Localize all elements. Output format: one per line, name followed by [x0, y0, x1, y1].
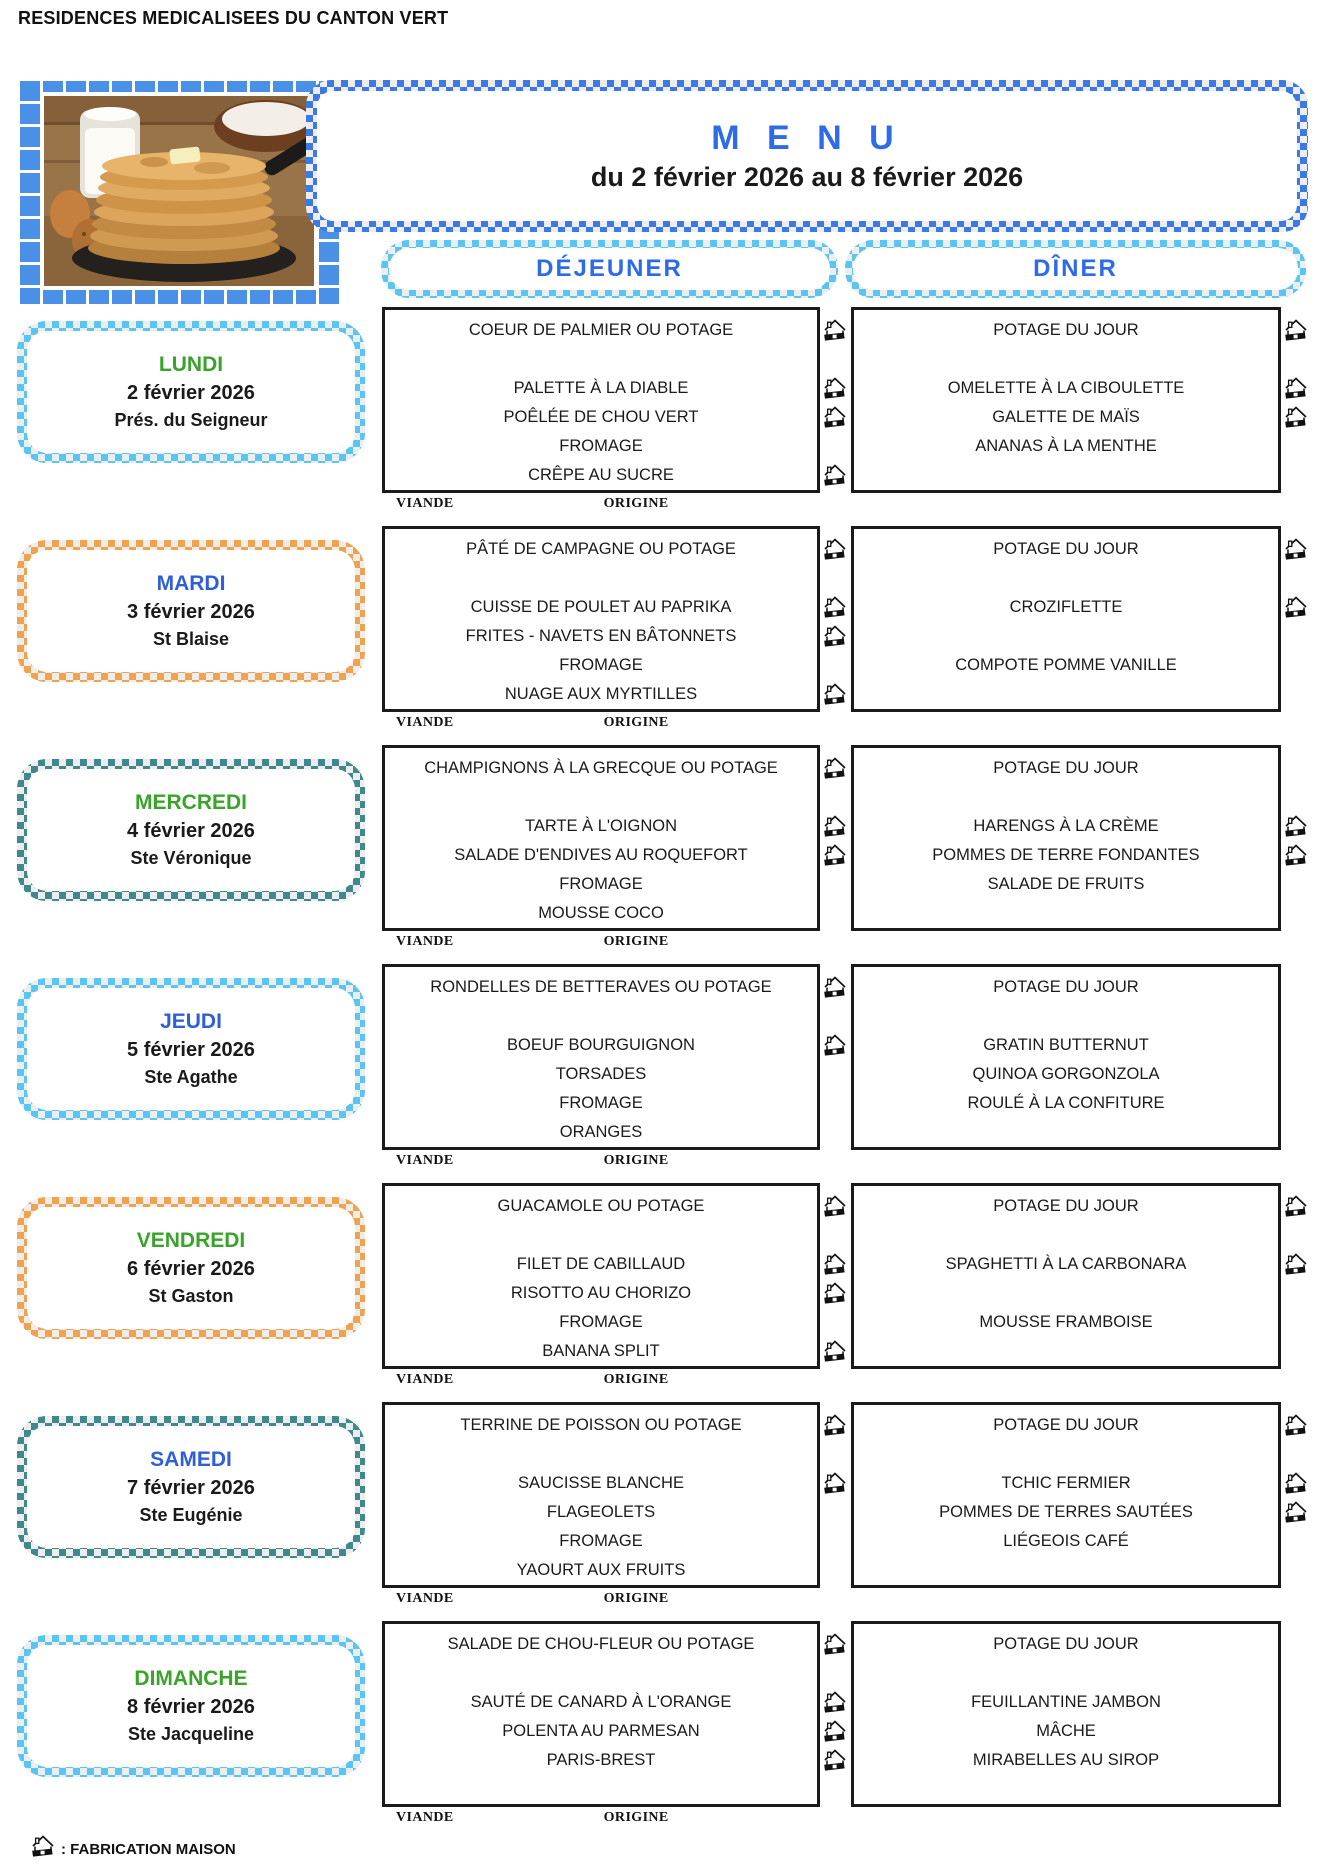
day-card	[17, 540, 365, 682]
fabrication-maison-icon	[1281, 374, 1313, 403]
viande-label: VIANDE	[396, 1153, 454, 1168]
dejeuner-header-label: DÉJEUNER	[389, 248, 830, 290]
menu-item: CUISSE DE POULET AU PAPRIKA	[470, 598, 732, 616]
fabrication-maison-icon	[1281, 1498, 1313, 1527]
menu-item: POTAGE DU JOUR	[993, 759, 1139, 777]
fabrication-maison-icon	[820, 973, 851, 1002]
menu-item: COMPOTE POMME VANILLE	[955, 656, 1177, 674]
organization-title: RESIDENCES MEDICALISEES DU CANTON VERT	[18, 8, 449, 28]
icon-slot-empty	[1281, 1659, 1313, 1688]
icon-slot-empty	[1281, 1630, 1313, 1659]
menu-item: SAUCISSE BLANCHE	[518, 1474, 684, 1492]
menu-item-blank	[858, 1440, 1274, 1469]
day-date: 8 février 2026	[127, 1696, 255, 1718]
menu-item-blank	[858, 1659, 1274, 1688]
menu-item: POMMES DE TERRE FONDANTES	[932, 846, 1200, 864]
diner-maison-icon-column	[1281, 1621, 1313, 1804]
viande-origine-row	[382, 934, 820, 950]
icon-slot-empty	[1281, 1746, 1313, 1775]
menu-item-blank	[389, 1002, 813, 1031]
dejeuner-maison-icon-column	[820, 526, 851, 709]
day-card	[17, 321, 365, 463]
icon-slot-empty	[820, 1440, 851, 1469]
origine-label: ORIGINE	[603, 715, 669, 730]
day-name: JEUDI	[160, 1010, 222, 1033]
origine-label: ORIGINE	[603, 934, 669, 949]
menu-item: RISOTTO AU CHORIZO	[510, 1284, 692, 1302]
diner-header-label: DÎNER	[853, 248, 1298, 290]
menu-item-blank	[858, 622, 1274, 651]
menu-item: SALADE DE CHOU-FLEUR OU POTAGE	[447, 1635, 755, 1653]
fabrication-maison-icon	[820, 593, 851, 622]
menu-item: CROZIFLETTE	[1009, 598, 1123, 616]
dejeuner-menu-box	[382, 1402, 820, 1588]
fabrication-maison-icon	[820, 812, 851, 841]
viande-label: VIANDE	[396, 496, 454, 511]
fabrication-maison-icon	[1281, 1411, 1313, 1440]
menu-item: POTAGE DU JOUR	[993, 1416, 1139, 1434]
fabrication-maison-icon	[30, 1834, 54, 1864]
day-date: 7 février 2026	[127, 1477, 255, 1499]
dejeuner-maison-icon-column	[820, 307, 851, 490]
icon-slot-empty	[820, 1308, 851, 1337]
day-card	[17, 1635, 365, 1777]
menu-item: LIÉGEOIS CAFÉ	[1003, 1532, 1129, 1550]
menu-item-blank	[389, 1775, 813, 1804]
menu-item: FILET DE CABILLAUD	[516, 1255, 686, 1273]
menu-item: GALETTE DE MAÏS	[992, 408, 1140, 426]
menu-item: PÂTÉ DE CAMPAGNE OU POTAGE	[466, 540, 736, 558]
menu-item: MIRABELLES AU SIROP	[972, 1751, 1160, 1769]
fabrication-maison-icon	[820, 1411, 851, 1440]
fabrication-maison-icon	[820, 1031, 851, 1060]
menu-item: COEUR DE PALMIER OU POTAGE	[468, 321, 734, 339]
fabrication-maison-icon	[1281, 841, 1313, 870]
icon-slot-empty	[820, 345, 851, 374]
origine-label: ORIGINE	[603, 1810, 669, 1825]
icon-slot-empty	[1281, 1337, 1313, 1366]
day-name: LUNDI	[158, 353, 224, 376]
dejeuner-maison-icon-column	[820, 1621, 851, 1804]
fabrication-maison-icon	[820, 1746, 851, 1775]
icon-slot-empty	[1281, 1089, 1313, 1118]
icon-slot-empty	[1281, 973, 1313, 1002]
diner-maison-icon-column	[1281, 1183, 1313, 1366]
fabrication-maison-icon	[820, 1469, 851, 1498]
menu-item-blank	[858, 1221, 1274, 1250]
menu-item: FLAGEOLETS	[546, 1503, 656, 1521]
menu-item-blank	[389, 1221, 813, 1250]
menu-item: ORANGES	[559, 1123, 643, 1141]
menu-item: POTAGE DU JOUR	[993, 1635, 1139, 1653]
fabrication-maison-icon	[1281, 1469, 1313, 1498]
diner-menu-box	[851, 745, 1281, 931]
diner-menu-box	[851, 964, 1281, 1150]
viande-label: VIANDE	[396, 1810, 454, 1825]
icon-slot-empty	[1281, 1308, 1313, 1337]
menu-item-blank	[389, 1659, 813, 1688]
icon-slot-empty	[1281, 432, 1313, 461]
menu-item: YAOURT AUX FRUITS	[516, 1561, 686, 1579]
day-name: MERCREDI	[134, 791, 247, 814]
diner-maison-icon-column	[1281, 1402, 1313, 1585]
menu-item: POTAGE DU JOUR	[993, 540, 1139, 558]
fabrication-maison-icon	[1281, 812, 1313, 841]
viande-label: VIANDE	[396, 715, 454, 730]
dejeuner-maison-icon-column	[820, 964, 851, 1147]
fabrication-maison-icon	[820, 841, 851, 870]
menu-item: POMMES DE TERRES SAUTÉES	[939, 1503, 1193, 1521]
icon-slot-empty	[1281, 680, 1313, 709]
fabrication-maison-icon	[820, 1250, 851, 1279]
day-saint: Prés. du Seigneur	[114, 410, 268, 430]
menu-item: POLENTA AU PARMESAN	[502, 1722, 700, 1740]
menu-item: FEUILLANTINE JAMBON	[971, 1693, 1161, 1711]
menu-item: PARIS-BREST	[546, 1751, 656, 1769]
week-rows	[0, 307, 1318, 1840]
viande-origine-row	[382, 715, 820, 731]
menu-item: CHAMPIGNONS À LA GRECQUE OU POTAGE	[424, 759, 778, 777]
menu-item: FRITES - NAVETS EN BÂTONNETS	[465, 627, 737, 645]
day-row	[0, 745, 1318, 964]
day-name: MARDI	[156, 572, 226, 595]
viande-origine-row	[382, 1591, 820, 1607]
icon-slot-empty	[1281, 1527, 1313, 1556]
footer-legend-text: : FABRICATION MAISON	[61, 1840, 236, 1858]
day-card	[17, 1416, 365, 1558]
icon-slot-empty	[1281, 564, 1313, 593]
diner-menu-box	[851, 307, 1281, 493]
day-name: SAMEDI	[150, 1448, 232, 1471]
fabrication-maison-icon	[820, 754, 851, 783]
fabrication-maison-icon	[820, 316, 851, 345]
menu-item: SALADE DE FRUITS	[987, 875, 1145, 893]
menu-item-blank	[858, 1279, 1274, 1308]
menu-item-blank	[389, 783, 813, 812]
menu-item-blank	[389, 564, 813, 593]
menu-item: CRÊPE AU SUCRE	[528, 466, 674, 484]
icon-slot-empty	[1281, 754, 1313, 783]
icon-slot-empty	[820, 564, 851, 593]
menu-item: PALETTE À LA DIABLE	[513, 379, 689, 397]
menu-item: QUINOA GORGONZOLA	[972, 1065, 1160, 1083]
fabrication-maison-icon	[820, 1630, 851, 1659]
dejeuner-menu-box	[382, 1621, 820, 1807]
icon-slot-empty	[820, 1775, 851, 1804]
viande-label: VIANDE	[396, 1372, 454, 1387]
menu-item: RONDELLES DE BETTERAVES OU POTAGE	[430, 978, 772, 996]
menu-item-blank	[858, 1002, 1274, 1031]
menu-item: GRATIN BUTTERNUT	[983, 1036, 1149, 1054]
menu-item: MÂCHE	[1036, 1722, 1096, 1740]
menu-item-blank	[858, 1775, 1274, 1804]
day-saint: Ste Véronique	[130, 848, 252, 868]
menu-item: SPAGHETTI À LA CARBONARA	[945, 1255, 1187, 1273]
icon-slot-empty	[1281, 1556, 1313, 1585]
origine-label: ORIGINE	[603, 1372, 669, 1387]
day-card	[17, 1197, 365, 1339]
menu-item: SALADE D'ENDIVES AU ROQUEFORT	[454, 846, 748, 864]
dejeuner-menu-box	[382, 307, 820, 493]
pancakes-illustration	[44, 96, 314, 286]
icon-slot-empty	[1281, 345, 1313, 374]
menu-item: FROMAGE	[559, 656, 643, 674]
diner-menu-box	[851, 1183, 1281, 1369]
day-name: DIMANCHE	[134, 1667, 248, 1690]
day-date: 2 février 2026	[127, 382, 255, 404]
pancakes-photo-frame	[17, 78, 341, 304]
icon-slot-empty	[820, 1527, 851, 1556]
fabrication-maison-icon	[1281, 535, 1313, 564]
menu-item-blank	[858, 680, 1274, 709]
menu-item-blank	[858, 564, 1274, 593]
fabrication-maison-icon	[1281, 1192, 1313, 1221]
fabrication-maison-icon	[1281, 316, 1313, 345]
fabrication-maison-icon	[820, 1337, 851, 1366]
dejeuner-header	[381, 240, 838, 298]
icon-slot-empty	[820, 432, 851, 461]
dejeuner-maison-icon-column	[820, 1402, 851, 1585]
icon-slot-empty	[1281, 1221, 1313, 1250]
dejeuner-menu-box	[382, 745, 820, 931]
fabrication-maison-icon	[820, 622, 851, 651]
day-date: 6 février 2026	[127, 1258, 255, 1280]
fabrication-maison-icon	[820, 1192, 851, 1221]
dejeuner-menu-box	[382, 526, 820, 712]
menu-item: NUAGE AUX MYRTILLES	[504, 685, 698, 703]
diner-maison-icon-column	[1281, 526, 1313, 709]
origine-label: ORIGINE	[603, 1591, 669, 1606]
dejeuner-maison-icon-column	[820, 745, 851, 928]
menu-item-blank	[858, 345, 1274, 374]
dejeuner-menu-box	[382, 964, 820, 1150]
icon-slot-empty	[1281, 1002, 1313, 1031]
icon-slot-empty	[1281, 1060, 1313, 1089]
pancakes-photo	[40, 92, 318, 290]
diner-menu-box	[851, 1402, 1281, 1588]
menu-item: FROMAGE	[559, 437, 643, 455]
day-row	[0, 307, 1318, 526]
menu-item-blank	[858, 1118, 1274, 1147]
fabrication-maison-icon	[1281, 403, 1313, 432]
viande-origine-row	[382, 1810, 820, 1826]
icon-slot-empty	[820, 1060, 851, 1089]
day-row	[0, 1402, 1318, 1621]
icon-slot-empty	[1281, 899, 1313, 928]
day-date: 5 février 2026	[127, 1039, 255, 1061]
icon-slot-empty	[820, 1118, 851, 1147]
fabrication-maison-icon	[820, 680, 851, 709]
fabrication-maison-icon	[1281, 1250, 1313, 1279]
icon-slot-empty	[820, 783, 851, 812]
fabrication-maison-icon	[820, 461, 851, 490]
menu-item: ROULÉ À LA CONFITURE	[967, 1094, 1165, 1112]
diner-maison-icon-column	[1281, 964, 1313, 1147]
icon-slot-empty	[820, 1498, 851, 1527]
day-saint: Ste Agathe	[144, 1067, 238, 1087]
day-saint: St Blaise	[152, 629, 230, 649]
icon-slot-empty	[1281, 1279, 1313, 1308]
menu-title: M E N U	[711, 119, 903, 157]
fabrication-maison-icon	[820, 1717, 851, 1746]
origine-label: ORIGINE	[603, 496, 669, 511]
icon-slot-empty	[820, 1556, 851, 1585]
menu-item: BANANA SPLIT	[542, 1342, 660, 1360]
day-saint: Ste Jacqueline	[127, 1724, 255, 1744]
diner-menu-box	[851, 526, 1281, 712]
day-row	[0, 964, 1318, 1183]
fabrication-maison-icon	[820, 535, 851, 564]
menu-item: POTAGE DU JOUR	[993, 1197, 1139, 1215]
icon-slot-empty	[820, 1002, 851, 1031]
menu-item: FROMAGE	[559, 1094, 643, 1112]
menu-item: POÊLÉE DE CHOU VERT	[503, 408, 699, 426]
icon-slot-empty	[820, 651, 851, 680]
day-saint: Ste Eugénie	[139, 1505, 243, 1525]
icon-slot-empty	[1281, 1717, 1313, 1746]
diner-header	[845, 240, 1306, 298]
dejeuner-maison-icon-column	[820, 1183, 851, 1366]
icon-slot-empty	[820, 1089, 851, 1118]
menu-item-blank	[858, 1556, 1274, 1585]
icon-slot-empty	[820, 1659, 851, 1688]
icon-slot-empty	[1281, 1775, 1313, 1804]
day-date: 4 février 2026	[127, 820, 255, 842]
menu-period: du 2 février 2026 au 8 février 2026	[590, 162, 1024, 192]
menu-item: HARENGS À LA CRÈME	[973, 817, 1159, 835]
viande-origine-row	[382, 1153, 820, 1169]
icon-slot-empty	[1281, 622, 1313, 651]
menu-item: FROMAGE	[559, 875, 643, 893]
viande-label: VIANDE	[396, 1591, 454, 1606]
menu-item: FROMAGE	[559, 1313, 643, 1331]
viande-label: VIANDE	[396, 934, 454, 949]
icon-slot-empty	[820, 1221, 851, 1250]
icon-slot-empty	[1281, 651, 1313, 680]
fabrication-maison-icon	[820, 374, 851, 403]
menu-item: POTAGE DU JOUR	[993, 978, 1139, 996]
menu-item: TCHIC FERMIER	[1001, 1474, 1131, 1492]
icon-slot-empty	[820, 899, 851, 928]
origine-label: ORIGINE	[603, 1153, 669, 1168]
menu-item: POTAGE DU JOUR	[993, 321, 1139, 339]
menu-item-blank	[858, 783, 1274, 812]
day-row	[0, 1183, 1318, 1402]
footer-legend	[30, 1834, 236, 1864]
fabrication-maison-icon	[820, 1279, 851, 1308]
menu-item-blank	[858, 1337, 1274, 1366]
icon-slot-empty	[1281, 783, 1313, 812]
menu-item: GUACAMOLE OU POTAGE	[497, 1197, 705, 1215]
menu-title-box	[306, 80, 1308, 232]
icon-slot-empty	[1281, 870, 1313, 899]
fabrication-maison-icon	[820, 1688, 851, 1717]
menu-item-blank	[389, 345, 813, 374]
day-saint: St Gaston	[148, 1286, 234, 1306]
menu-item-blank	[389, 1440, 813, 1469]
viande-origine-row	[382, 1372, 820, 1388]
day-row	[0, 526, 1318, 745]
icon-slot-empty	[1281, 461, 1313, 490]
day-card	[17, 759, 365, 901]
menu-item: MOUSSE FRAMBOISE	[979, 1313, 1153, 1331]
dejeuner-menu-box	[382, 1183, 820, 1369]
diner-maison-icon-column	[1281, 307, 1313, 490]
menu-item: TERRINE DE POISSON OU POTAGE	[460, 1416, 742, 1434]
icon-slot-empty	[1281, 1118, 1313, 1147]
fabrication-maison-icon	[1281, 593, 1313, 622]
menu-item: TORSADES	[555, 1065, 647, 1083]
fabrication-maison-icon	[820, 403, 851, 432]
menu-item: ANANAS À LA MENTHE	[975, 437, 1157, 455]
day-card	[17, 978, 365, 1120]
menu-item-blank	[858, 899, 1274, 928]
day-row	[0, 1621, 1318, 1840]
menu-item: FROMAGE	[559, 1532, 643, 1550]
diner-maison-icon-column	[1281, 745, 1313, 928]
icon-slot-empty	[1281, 1031, 1313, 1060]
icon-slot-empty	[1281, 1440, 1313, 1469]
menu-item-blank	[858, 461, 1274, 490]
menu-item: OMELETTE À LA CIBOULETTE	[947, 379, 1185, 397]
menu-item: TARTE À L'OIGNON	[525, 817, 677, 835]
day-date: 3 février 2026	[127, 601, 255, 623]
icon-slot-empty	[820, 870, 851, 899]
viande-origine-row	[382, 496, 820, 512]
day-name: VENDREDI	[136, 1229, 246, 1252]
menu-item: SAUTÉ DE CANARD À L'ORANGE	[470, 1693, 732, 1711]
icon-slot-empty	[1281, 1688, 1313, 1717]
diner-menu-box	[851, 1621, 1281, 1807]
menu-item: MOUSSE COCO	[538, 904, 664, 922]
menu-item: BOEUF BOURGUIGNON	[507, 1036, 695, 1054]
